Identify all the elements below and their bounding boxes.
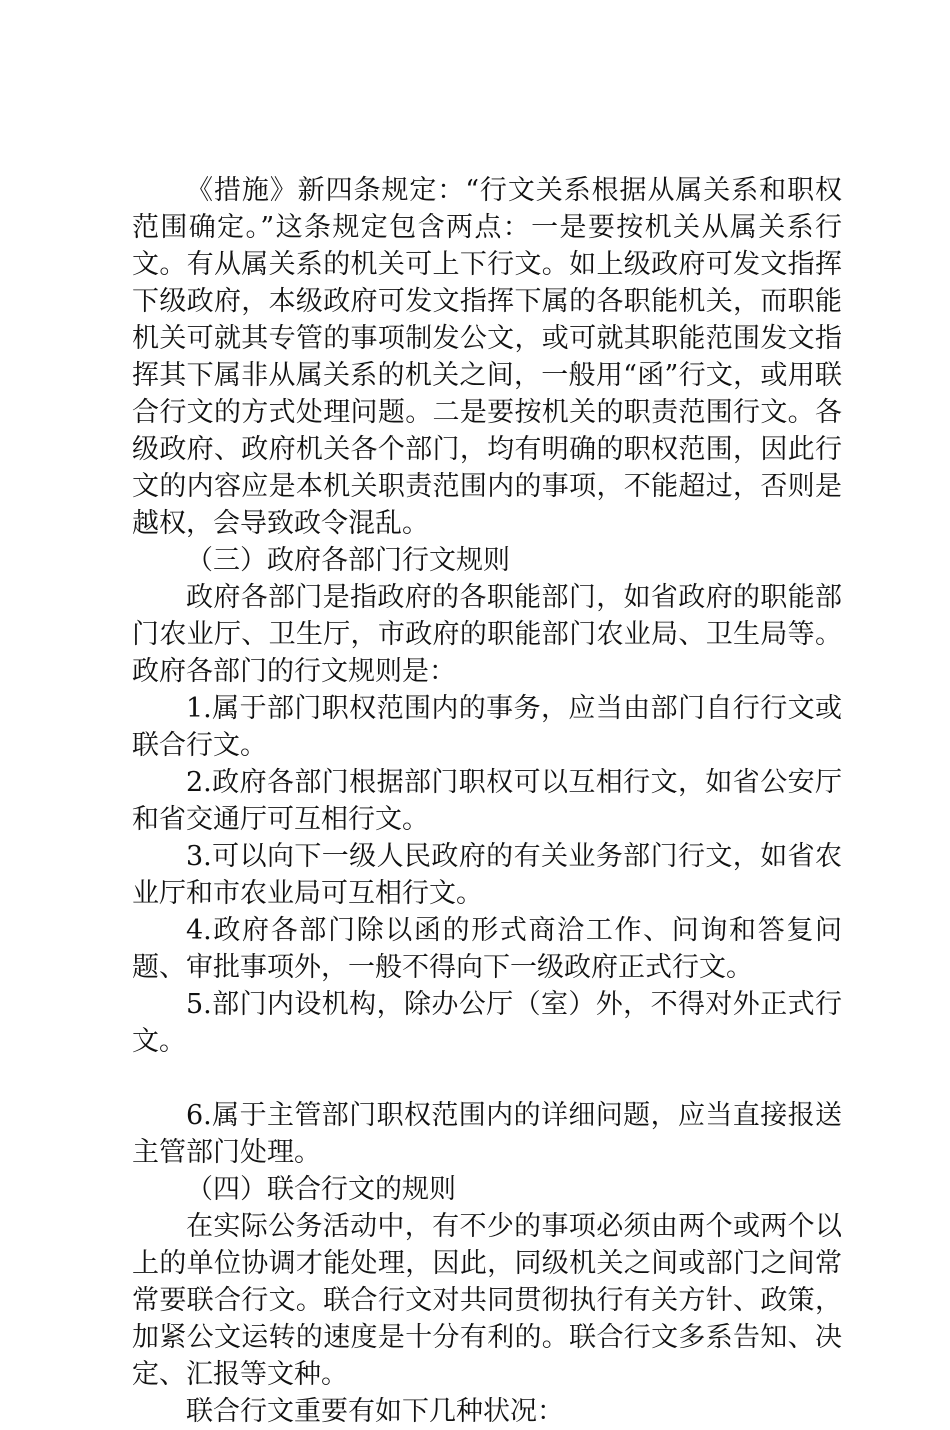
heading-section-4: （四）联合行文的规则 <box>186 1174 456 1205</box>
list-item-rule-6: 6.属于主管部门职权范围内的详细问题，应当直接报送主管部门处理。 <box>132 1100 842 1168</box>
paragraph-jurisdiction-rules: 《措施》新四条规定：“行文关系根据从属关系和职权范围确定。”这条规定包含两点：一是要按机关从属关系行文。有从属关系的机关可上下行文。如上级政府可发文指挥下级政府，本级政府可发文指挥下属的各职能机关，而职能机关可就其专管的事项制发公文，或可就其职能范围发文指挥其下属非从属关系的机关之间，一般用“函”行文，或用联合行文的方式处理问题。二是要按机关的职责范围行文。各级政府、政府机关各个部门，均有明确的职权范围，因此行文的内容应是本机关职责范围内的事项，不能超过，否则是越权，会导致政令混乱。 <box>132 175 842 539</box>
document-body <box>132 172 842 1430</box>
blank-line <box>132 1060 842 1097</box>
paragraph-joint-documents: 在实际公务活动中，有不少的事项必须由两个或两个以上的单位协调才能处理，因此，同级机关之间或部门之间常常要联合行文。联合行文对共同贯彻执行有关方针、政策，加紧公文运转的速度是十分有利的。联合行文多系告知、决定、汇报等文种。 <box>132 1211 842 1390</box>
list-item-rule-2: 2.政府各部门根据部门职权可以互相行文，如省公安厅和省交通厅可互相行文。 <box>132 767 842 835</box>
list-item-rule-5: 5.部门内设机构，除办公厅（室）外，不得对外正式行文。 <box>132 989 842 1057</box>
paragraph-department-definition: 政府各部门是指政府的各职能部门，如省政府的职能部门农业厅、卫生厅，市政府的职能部门农业局、卫生局等。政府各部门的行文规则是： <box>132 582 842 687</box>
list-item-rule-4: 4.政府各部门除以函的形式商洽工作、问询和答复问题、审批事项外，一般不得向下一级政府正式行文。 <box>132 915 842 983</box>
list-item-rule-3: 3.可以向下一级人民政府的有关业务部门行文，如省农业厅和市农业局可互相行文。 <box>132 841 842 909</box>
heading-section-3: （三）政府各部门行文规则 <box>186 545 510 576</box>
paragraph-joint-cases-intro: 联合行文重要有如下几种状况： <box>186 1396 564 1427</box>
list-item-rule-1: 1.属于部门职权范围内的事务，应当由部门自行行文或联合行文。 <box>132 693 842 761</box>
